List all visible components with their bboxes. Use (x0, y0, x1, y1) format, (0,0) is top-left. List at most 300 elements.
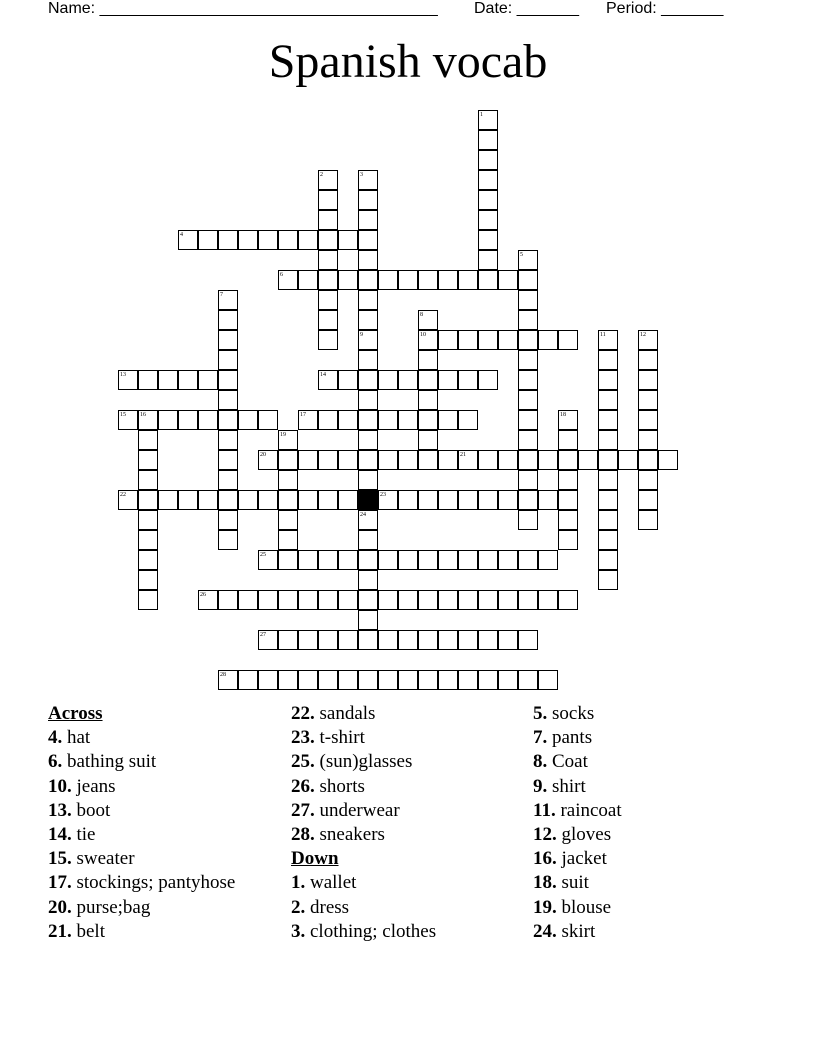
grid-cell[interactable] (558, 430, 578, 450)
clue-down-12: 12. gloves (533, 823, 612, 845)
grid-cell[interactable] (298, 270, 318, 290)
grid-cell[interactable] (518, 590, 538, 610)
grid-cell[interactable] (218, 430, 238, 450)
clue-number-7: 7 (220, 292, 223, 298)
grid-cell[interactable] (418, 550, 438, 570)
grid-cell[interactable] (258, 590, 278, 610)
grid-cell[interactable] (358, 470, 378, 490)
grid-cell[interactable] (358, 550, 378, 570)
grid-cell[interactable] (418, 390, 438, 410)
grid-cell[interactable] (398, 410, 418, 430)
grid-cell[interactable] (478, 490, 498, 510)
grid-cell[interactable] (138, 530, 158, 550)
grid-cell[interactable] (138, 430, 158, 450)
grid-cell[interactable] (358, 530, 378, 550)
grid-cell[interactable] (358, 450, 378, 470)
grid-cell[interactable] (638, 430, 658, 450)
grid-cell[interactable] (238, 490, 258, 510)
grid-cell[interactable] (538, 450, 558, 470)
grid-cell[interactable] (358, 290, 378, 310)
grid-cell[interactable] (338, 630, 358, 650)
grid-cell[interactable] (518, 430, 538, 450)
grid-cell[interactable] (518, 470, 538, 490)
grid-cell[interactable] (358, 670, 378, 690)
grid-cell[interactable] (518, 350, 538, 370)
grid-cell[interactable] (418, 430, 438, 450)
grid-cell[interactable] (338, 450, 358, 470)
grid-cell[interactable] (458, 370, 478, 390)
clue-number-10: 10 (420, 332, 426, 338)
puzzle-title: Spanish vocab (268, 35, 548, 88)
grid-cell[interactable] (298, 230, 318, 250)
clue-across-22: 22. sandals (291, 703, 376, 724)
grid-cell[interactable] (218, 530, 238, 550)
grid-cell[interactable] (518, 450, 538, 470)
grid-cell[interactable] (138, 370, 158, 390)
grid-cell[interactable] (558, 490, 578, 510)
grid-cell[interactable] (318, 490, 338, 510)
grid-cell[interactable] (278, 590, 298, 610)
grid-cell[interactable] (358, 350, 378, 370)
grid-cell[interactable] (218, 310, 238, 330)
grid-cell[interactable] (538, 490, 558, 510)
clue-across-10: 10. jeans (48, 775, 116, 797)
clue-down-11: 11. raincoat (533, 799, 622, 821)
grid-cell[interactable] (598, 530, 618, 550)
grid-cell[interactable] (338, 230, 358, 250)
grid-cell[interactable] (358, 190, 378, 210)
grid-cell[interactable] (438, 410, 458, 430)
clue-number-13: 13 (120, 372, 126, 378)
grid-cell[interactable] (398, 670, 418, 690)
grid-cell[interactable] (138, 590, 158, 610)
grid-cell[interactable] (358, 430, 378, 450)
clue-number-17: 17 (300, 412, 306, 418)
grid-cell[interactable] (278, 670, 298, 690)
grid-cell[interactable] (398, 450, 418, 470)
grid-cell[interactable] (178, 410, 198, 430)
grid-cell[interactable] (578, 450, 598, 470)
clue-across-17: 17. stockings; pantyhose (48, 872, 236, 894)
clue-across-14: 14. tie (48, 823, 96, 845)
grid-cell[interactable] (478, 670, 498, 690)
grid-cell[interactable] (478, 250, 498, 270)
clue-down-8: 8. Coat (533, 751, 588, 773)
grid-cell[interactable] (318, 590, 338, 610)
grid-cell[interactable] (398, 550, 418, 570)
grid-cell[interactable] (378, 410, 398, 430)
grid-cell[interactable] (498, 590, 518, 610)
grid-cell[interactable] (518, 670, 538, 690)
grid-cell[interactable] (298, 550, 318, 570)
clue-number-11: 11 (600, 332, 606, 338)
clue-down-19: 19. blouse (533, 896, 612, 918)
grid-cell[interactable] (558, 590, 578, 610)
grid-cell[interactable] (278, 550, 298, 570)
grid-cell[interactable] (358, 590, 378, 610)
clue-number-1: 1 (480, 112, 483, 118)
grid-cell[interactable] (558, 530, 578, 550)
grid-cell[interactable] (318, 410, 338, 430)
grid-cell[interactable] (218, 510, 238, 530)
grid-cell[interactable] (218, 230, 238, 250)
student-info-line (48, 0, 768, 20)
grid-cell[interactable] (558, 330, 578, 350)
grid-cell[interactable] (438, 550, 458, 570)
clue-across-21: 21. belt (48, 920, 105, 942)
clue-across-20: 20. purse;bag (48, 896, 151, 918)
grid-cell[interactable] (318, 310, 338, 330)
grid-cell[interactable] (638, 370, 658, 390)
grid-cell[interactable] (298, 450, 318, 470)
grid-cell[interactable] (398, 370, 418, 390)
grid-cell[interactable] (138, 470, 158, 490)
clue-number-23: 23 (380, 492, 386, 498)
clue-across-26: 26. shorts (291, 775, 365, 797)
grid-cell[interactable] (378, 550, 398, 570)
grid-cell[interactable] (458, 270, 478, 290)
grid-cell[interactable] (478, 130, 498, 150)
grid-cell[interactable] (518, 510, 538, 530)
grid-cell[interactable] (318, 230, 338, 250)
grid-cell[interactable] (538, 330, 558, 350)
grid-cell[interactable] (218, 470, 238, 490)
clue-number-14: 14 (320, 372, 326, 378)
grid-cell[interactable] (138, 570, 158, 590)
grid-cell[interactable] (418, 350, 438, 370)
grid-cell[interactable] (158, 490, 178, 510)
grid-cell[interactable] (218, 590, 238, 610)
clue-number-25: 25 (260, 552, 266, 558)
grid-cell[interactable] (198, 230, 218, 250)
grid-cell[interactable] (498, 450, 518, 470)
clue-across-15: 15. sweater (48, 848, 135, 870)
grid-cell[interactable] (378, 270, 398, 290)
grid-cell[interactable] (358, 390, 378, 410)
clue-number-4: 4 (180, 232, 183, 238)
grid-cell[interactable] (338, 670, 358, 690)
grid-cell[interactable] (258, 670, 278, 690)
clue-down-16: 16. jacket (533, 848, 607, 870)
grid-cell[interactable] (478, 330, 498, 350)
grid-cell[interactable] (638, 450, 658, 470)
grid-cell[interactable] (338, 370, 358, 390)
grid-cell[interactable] (218, 490, 238, 510)
grid-cell[interactable] (478, 210, 498, 230)
grid-cell[interactable] (458, 330, 478, 350)
grid-cell[interactable] (518, 290, 538, 310)
down-heading: Down (291, 848, 339, 870)
grid-cell[interactable] (358, 370, 378, 390)
grid-cell[interactable] (278, 470, 298, 490)
grid-cell[interactable] (478, 590, 498, 610)
clues-column-1 (48, 702, 288, 944)
grid-cell[interactable] (478, 270, 498, 290)
grid-cell[interactable] (218, 450, 238, 470)
grid-cell[interactable] (398, 270, 418, 290)
grid-cell[interactable] (478, 630, 498, 650)
grid-cell[interactable] (218, 410, 238, 430)
clue-number-8: 8 (420, 312, 423, 318)
grid-cell[interactable] (178, 370, 198, 390)
grid-cell[interactable] (598, 470, 618, 490)
grid-cell[interactable] (238, 670, 258, 690)
clue-number-26: 26 (200, 592, 206, 598)
clue-number-18: 18 (560, 412, 566, 418)
grid-cell[interactable] (438, 670, 458, 690)
clue-across-13: 13. boot (48, 799, 111, 821)
grid-cell[interactable] (478, 450, 498, 470)
grid-cell[interactable] (358, 310, 378, 330)
grid-cell[interactable] (418, 410, 438, 430)
grid-cell[interactable] (258, 410, 278, 430)
grid-cell[interactable] (158, 370, 178, 390)
grid-cell[interactable] (398, 590, 418, 610)
grid-cell[interactable] (638, 390, 658, 410)
grid-cell[interactable] (318, 210, 338, 230)
clue-number-28: 28 (220, 672, 226, 678)
grid-cell[interactable] (398, 490, 418, 510)
clue-number-22: 22 (120, 492, 126, 498)
clue-down-18: 18. suit (533, 872, 589, 894)
grid-cell[interactable] (478, 170, 498, 190)
grid-cell[interactable] (538, 670, 558, 690)
clue-number-3: 3 (360, 172, 363, 178)
grid-cell[interactable] (638, 510, 658, 530)
blocked-cell (358, 490, 378, 510)
grid-cell[interactable] (458, 490, 478, 510)
grid-cell[interactable] (318, 550, 338, 570)
grid-cell[interactable] (518, 550, 538, 570)
grid-cell[interactable] (438, 590, 458, 610)
grid-cell[interactable] (278, 630, 298, 650)
grid-cell[interactable] (658, 450, 678, 470)
clue-down-3: 3. clothing; clothes (291, 920, 437, 942)
grid-cell[interactable] (638, 350, 658, 370)
grid-cell[interactable] (338, 410, 358, 430)
grid-cell[interactable] (538, 590, 558, 610)
grid-cell[interactable] (218, 370, 238, 390)
grid-cell[interactable] (378, 450, 398, 470)
grid-cell[interactable] (458, 410, 478, 430)
grid-cell[interactable] (478, 230, 498, 250)
clue-across-23: 23. t-shirt (291, 727, 365, 749)
grid-cell[interactable] (498, 550, 518, 570)
clue-across-4: 4. hat (48, 727, 91, 749)
grid-cell[interactable] (198, 370, 218, 390)
grid-cell[interactable] (378, 630, 398, 650)
grid-cell[interactable] (478, 550, 498, 570)
grid-cell[interactable] (518, 630, 538, 650)
grid-cell[interactable] (338, 590, 358, 610)
grid-cell[interactable] (298, 490, 318, 510)
name-field-label[interactable]: Name: ______________________________________ (48, 0, 438, 17)
grid-cell[interactable] (378, 590, 398, 610)
clue-down-7: 7. pants (533, 727, 593, 749)
grid-cell[interactable] (458, 670, 478, 690)
period-field-label[interactable]: Period: _______ (606, 0, 724, 17)
grid-cell[interactable] (638, 410, 658, 430)
grid-cell[interactable] (338, 270, 358, 290)
grid-cell[interactable] (418, 370, 438, 390)
grid-cell[interactable] (298, 630, 318, 650)
clue-number-19: 19 (280, 432, 286, 438)
date-field-label[interactable]: Date: _______ (474, 0, 579, 17)
grid-cell[interactable] (598, 350, 618, 370)
grid-cell[interactable] (138, 490, 158, 510)
grid-cell[interactable] (358, 210, 378, 230)
clue-down-1: 1. wallet (291, 872, 357, 894)
grid-cell[interactable] (358, 570, 378, 590)
clue-across-25: 25. (sun)glasses (291, 751, 413, 773)
grid-cell[interactable] (478, 150, 498, 170)
clue-down-9: 9. shirt (533, 775, 586, 797)
grid-cell[interactable] (418, 630, 438, 650)
grid-cell[interactable] (438, 450, 458, 470)
grid-cell[interactable] (598, 430, 618, 450)
grid-cell[interactable] (218, 390, 238, 410)
clue-number-6: 6 (280, 272, 283, 278)
grid-cell[interactable] (358, 230, 378, 250)
grid-cell[interactable] (378, 670, 398, 690)
grid-cell[interactable] (518, 410, 538, 430)
grid-cell[interactable] (278, 490, 298, 510)
grid-cell[interactable] (138, 510, 158, 530)
grid-cell[interactable] (518, 310, 538, 330)
clue-across-28: 28. sneakers (291, 823, 385, 845)
grid-cell[interactable] (318, 330, 338, 350)
grid-cell[interactable] (318, 250, 338, 270)
clue-number-15: 15 (120, 412, 126, 418)
grid-cell[interactable] (498, 670, 518, 690)
clue-down-2: 2. dress (291, 896, 350, 918)
grid-cell[interactable] (218, 330, 238, 350)
grid-cell[interactable] (318, 190, 338, 210)
grid-cell[interactable] (318, 450, 338, 470)
clue-across-6: 6. bathing suit (48, 751, 157, 773)
clue-number-21: 21 (460, 452, 466, 458)
grid-cell[interactable] (478, 190, 498, 210)
clue-number-24: 24 (360, 512, 366, 518)
grid-cell[interactable] (138, 450, 158, 470)
grid-cell[interactable] (418, 590, 438, 610)
grid-cell[interactable] (438, 490, 458, 510)
grid-cell[interactable] (638, 470, 658, 490)
grid-cell[interactable] (438, 630, 458, 650)
clue-down-24: 24. skirt (533, 920, 596, 942)
grid-cell[interactable] (198, 410, 218, 430)
grid-cell[interactable] (418, 490, 438, 510)
grid-cell[interactable] (238, 230, 258, 250)
grid-cell[interactable] (558, 450, 578, 470)
clue-number-27: 27 (260, 632, 266, 638)
clue-number-2: 2 (320, 172, 323, 178)
across-heading: Across (48, 703, 103, 724)
grid-cell[interactable] (398, 630, 418, 650)
grid-cell[interactable] (158, 410, 178, 430)
grid-cell[interactable] (498, 630, 518, 650)
grid-cell[interactable] (498, 270, 518, 290)
grid-cell[interactable] (558, 510, 578, 530)
grid-cell[interactable] (458, 630, 478, 650)
clue-across-27: 27. underwear (291, 799, 400, 821)
grid-cell[interactable] (598, 450, 618, 470)
grid-cell[interactable] (458, 590, 478, 610)
grid-cell[interactable] (438, 330, 458, 350)
grid-cell[interactable] (518, 270, 538, 290)
grid-cell[interactable] (358, 410, 378, 430)
grid-cell[interactable] (278, 510, 298, 530)
grid-cell[interactable] (498, 330, 518, 350)
grid-cell[interactable] (638, 490, 658, 510)
grid-cell[interactable] (258, 230, 278, 250)
grid-cell[interactable] (358, 630, 378, 650)
grid-cell[interactable] (318, 670, 338, 690)
grid-cell[interactable] (598, 550, 618, 570)
grid-cell[interactable] (298, 670, 318, 690)
grid-cell[interactable] (318, 630, 338, 650)
grid-cell[interactable] (538, 550, 558, 570)
grid-cell[interactable] (198, 490, 218, 510)
grid-cell[interactable] (498, 490, 518, 510)
clue-number-20: 20 (260, 452, 266, 458)
clue-number-12: 12 (640, 332, 646, 338)
grid-cell[interactable] (298, 590, 318, 610)
clue-number-5: 5 (520, 252, 523, 258)
grid-cell[interactable] (238, 410, 258, 430)
grid-cell[interactable] (518, 490, 538, 510)
grid-cell[interactable] (258, 490, 278, 510)
grid-cell[interactable] (318, 290, 338, 310)
grid-cell[interactable] (278, 450, 298, 470)
grid-cell[interactable] (278, 230, 298, 250)
grid-cell[interactable] (358, 250, 378, 270)
grid-cell[interactable] (598, 510, 618, 530)
grid-cell[interactable] (418, 270, 438, 290)
grid-cell[interactable] (178, 490, 198, 510)
grid-cell[interactable] (518, 390, 538, 410)
grid-cell[interactable] (338, 550, 358, 570)
grid-cell[interactable] (598, 410, 618, 430)
grid-cell[interactable] (458, 550, 478, 570)
grid-cell[interactable] (358, 270, 378, 290)
grid-cell[interactable] (598, 390, 618, 410)
grid-cell[interactable] (278, 530, 298, 550)
clue-number-9: 9 (360, 332, 363, 338)
clue-down-5: 5. socks (533, 703, 595, 724)
grid-cell[interactable] (418, 450, 438, 470)
grid-cell[interactable] (518, 370, 538, 390)
grid-cell[interactable] (338, 490, 358, 510)
grid-cell[interactable] (438, 270, 458, 290)
grid-cell[interactable] (418, 670, 438, 690)
clue-number-16: 16 (140, 412, 146, 418)
grid-cell[interactable] (598, 490, 618, 510)
grid-cell[interactable] (218, 350, 238, 370)
grid-cell[interactable] (478, 370, 498, 390)
grid-cell[interactable] (318, 270, 338, 290)
grid-cell[interactable] (618, 450, 638, 470)
grid-cell[interactable] (358, 610, 378, 630)
grid-cell[interactable] (378, 370, 398, 390)
grid-cell[interactable] (138, 550, 158, 570)
grid-cell[interactable] (518, 330, 538, 350)
grid-cell[interactable] (238, 590, 258, 610)
grid-cell[interactable] (558, 470, 578, 490)
grid-cell[interactable] (438, 370, 458, 390)
grid-cell[interactable] (598, 370, 618, 390)
grid-cell[interactable] (598, 570, 618, 590)
